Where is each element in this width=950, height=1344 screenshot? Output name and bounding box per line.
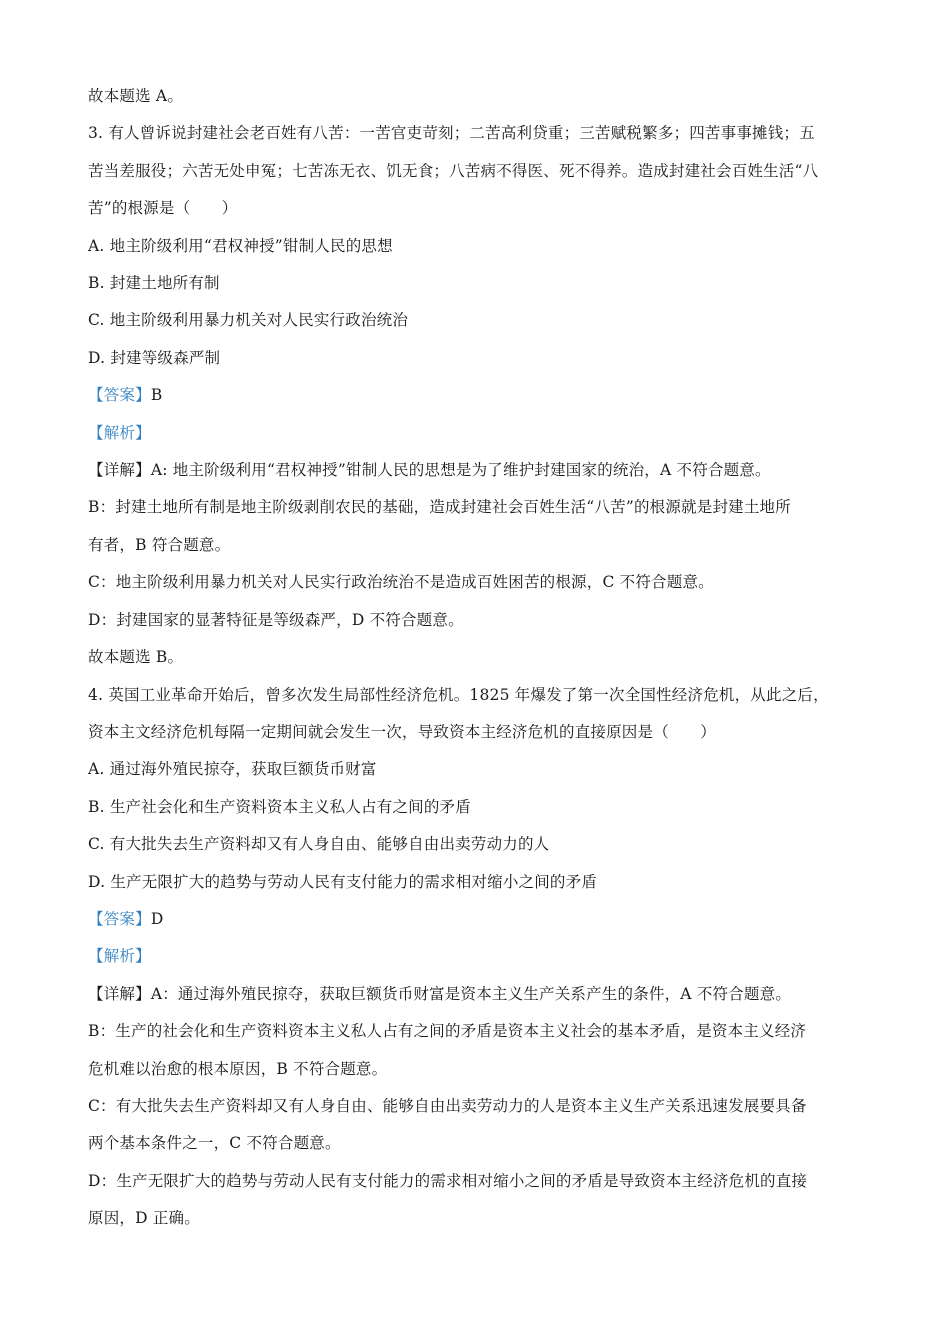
q4-detail-text-1: A：通过海外殖民掠夺，获取巨额货币财富是资本主义生产关系产生的条件，A 不符合题意。 <box>150 984 792 1003</box>
q4-detail-line-6: D：生产无限扩大的趋势与劳动人民有支付能力的需求相对缩小之间的矛盾是导致资本主经济危机的直接 <box>88 1171 808 1190</box>
q3-detail-line-3: 有者，B 符合题意。 <box>88 535 231 554</box>
document-page <box>88 78 878 1238</box>
q3-analysis-label: 【解析】 <box>88 423 151 442</box>
q4-answer-value: D <box>150 909 164 928</box>
q2-conclusion: 故本题选 A。 <box>88 87 184 105</box>
q4-detail-line-1 <box>88 976 878 1013</box>
question-3 <box>88 115 878 676</box>
q4-detail-line-4: C：有大批失去生产资料却又有人身自由、能够自由出卖劳动力的人是资本主义生产关系迅速发展要具备 <box>88 1096 807 1115</box>
q3-detail-line-2: B：封建土地所有制是地主阶级剥削农民的基础，造成封建社会百姓生活“八苦”的根源就是封建土地所 <box>88 498 791 517</box>
q3-stem-line-3: 苦”的根源是（ ） <box>88 199 238 218</box>
q4-detail-label: 【详解】 <box>88 984 151 1003</box>
q3-stem-line-1: 3. 有人曾诉说封建社会老百姓有八苦：一苦官吏苛刻；二苦高利贷重；三苦赋税繁多；四苦事事摊钱；五 <box>88 124 815 143</box>
q4-detail-line-5: 两个基本条件之一，C 不符合题意。 <box>88 1134 341 1153</box>
q4-answer-label: 【答案】 <box>88 909 151 928</box>
q3-stem-line-2: 苦当差服役；六苦无处申冤；七苦冻无衣、饥无食；八苦病不得医、死不得养。造成封建社会百姓生活“八 <box>88 161 819 180</box>
q3-option-d: D. 封建等级森严制 <box>88 348 221 367</box>
q3-answer-label: 【答案】 <box>88 386 151 405</box>
q4-detail-line-2: B：生产的社会化和生产资料资本主义私人占有之间的矛盾是资本主义社会的基本矛盾，是资本主义经济 <box>88 1022 807 1041</box>
q4-analysis-label: 【解析】 <box>88 947 151 966</box>
q3-detail-line-1 <box>88 452 878 489</box>
q4-stem-line-1: 4. 英国工业革命开始后，曾多次发生局部性经济危机。1825 年爆发了第一次全国性经济危机，从此之后， <box>88 685 829 704</box>
q3-answer <box>88 377 878 414</box>
q4-option-c: C. 有大批失去生产资料却又有人身自由、能够自由出卖劳动力的人 <box>88 835 550 854</box>
q3-detail-line-4: C：地主阶级利用暴力机关对人民实行政治统治不是造成百姓困苦的根源，C 不符合题意。 <box>88 573 714 592</box>
question-4 <box>88 677 878 1238</box>
q4-option-d: D. 生产无限扩大的趋势与劳动人民有支付能力的需求相对缩小之间的矛盾 <box>88 872 598 891</box>
q3-option-b: B. 封建土地所有制 <box>88 274 220 293</box>
q4-option-a: A. 通过海外殖民掠夺，获取巨额货币财富 <box>88 760 377 779</box>
q3-conclusion: 故本题选 B。 <box>88 648 184 667</box>
q4-detail-line-7: 原因，D 正确。 <box>88 1209 200 1228</box>
q4-option-b: B. 生产社会化和生产资料资本主义私人占有之间的矛盾 <box>88 797 471 816</box>
q3-detail-text-1: A: 地主阶级利用“君权神授”钳制人民的思想是为了维护封建国家的统治，A 不符合题意。 <box>150 461 771 480</box>
q3-answer-value: B <box>150 386 163 405</box>
q3-option-a: A. 地主阶级利用“君权神授”钳制人民的思想 <box>88 236 393 255</box>
q4-answer <box>88 901 878 938</box>
q4-stem-line-2: 资本主文经济危机每隔一定期间就会发生一次，导致资本主经济危机的直接原因是（ ） <box>88 722 717 741</box>
q3-option-c: C. 地主阶级利用暴力机关对人民实行政治统治 <box>88 311 409 330</box>
q3-detail-label: 【详解】 <box>88 461 151 480</box>
q4-detail-line-3: 危机难以治愈的根本原因，B 不符合题意。 <box>88 1059 388 1078</box>
q3-detail-line-5: D：封建国家的显著特征是等级森严，D 不符合题意。 <box>88 610 464 629</box>
